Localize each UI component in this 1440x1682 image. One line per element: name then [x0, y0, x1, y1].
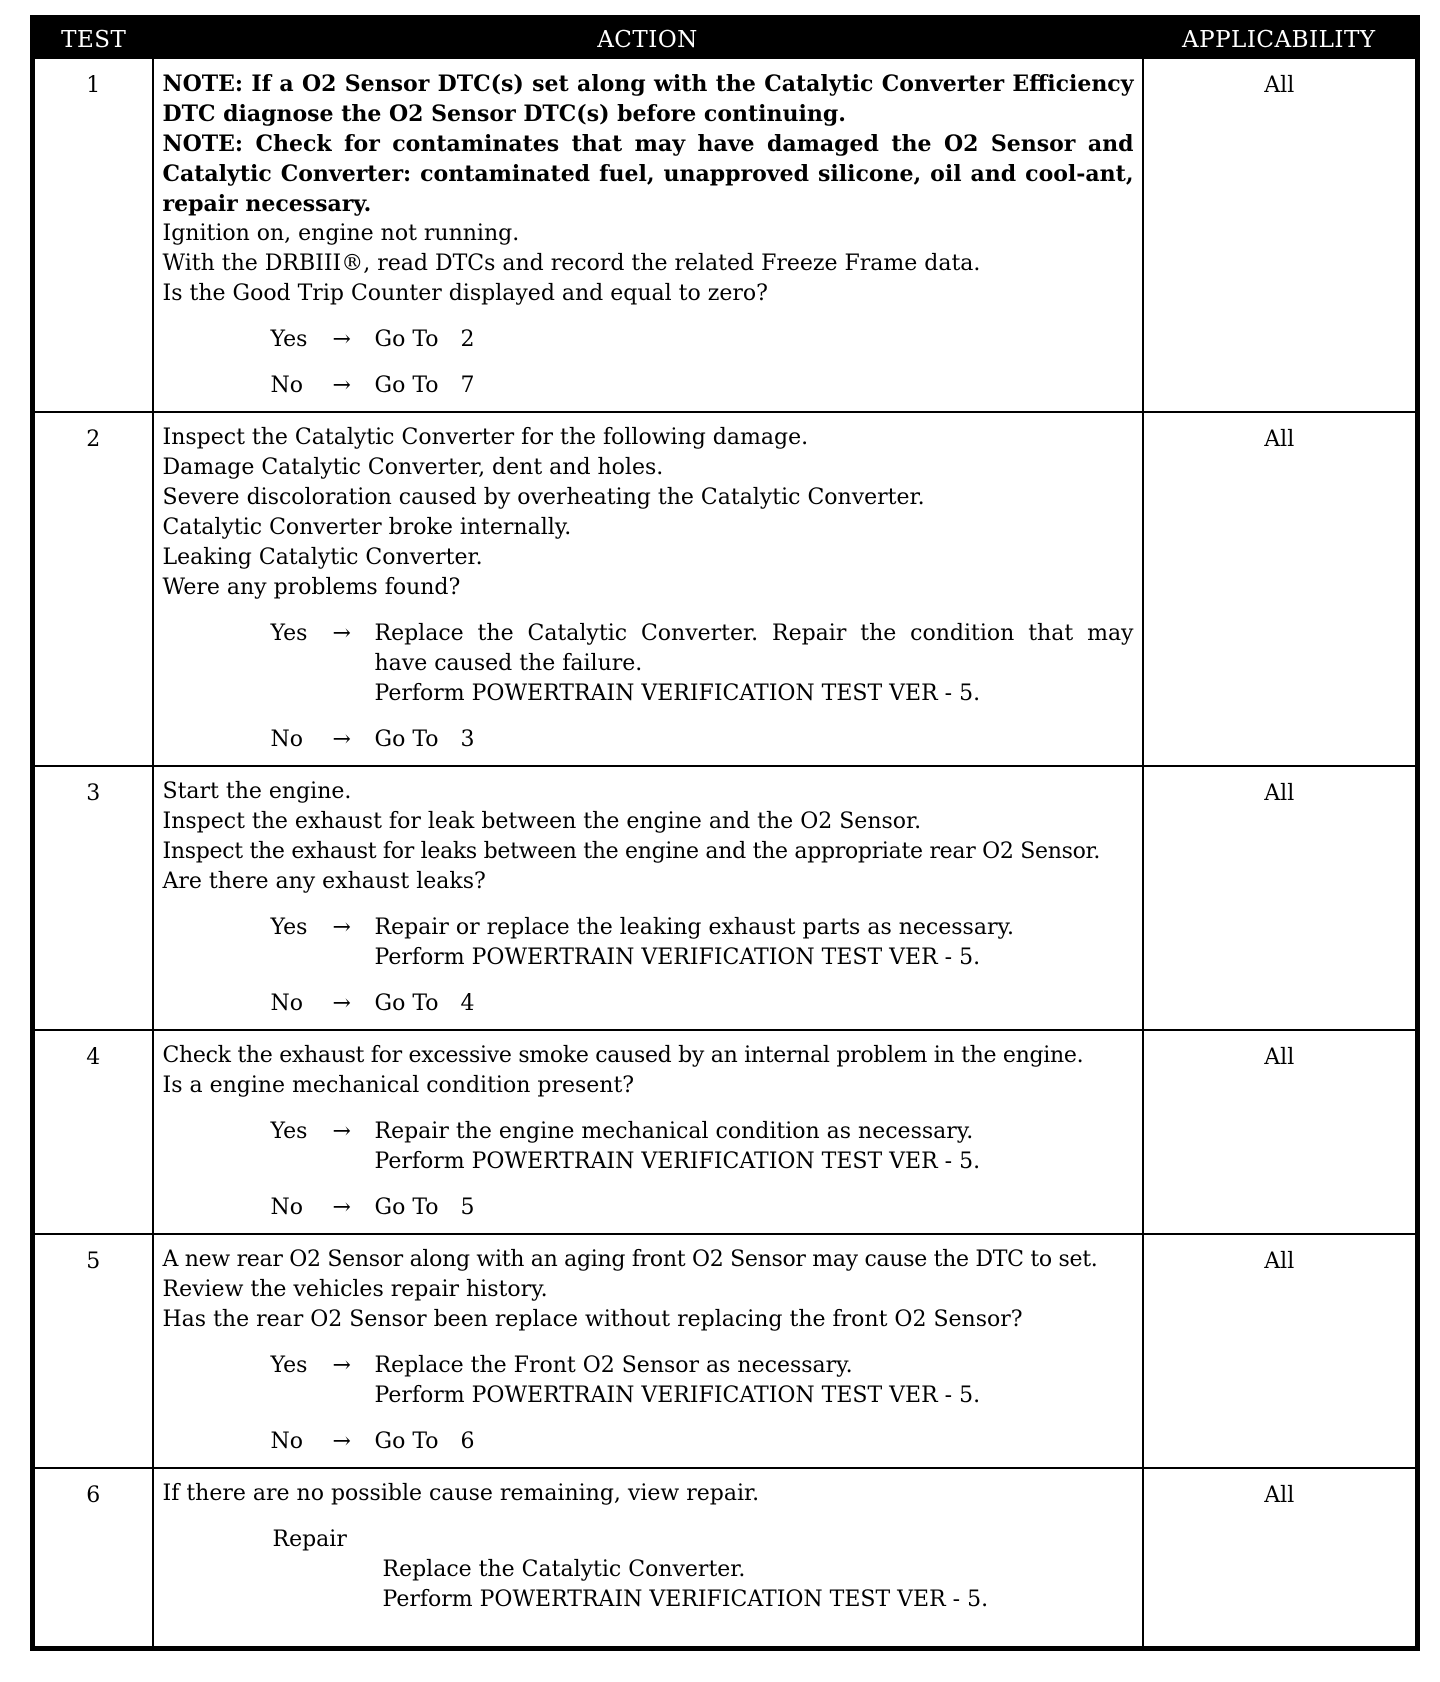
- arrow-icon: →: [332, 1353, 351, 1378]
- goto-number: 6: [460, 1429, 475, 1454]
- table-row: [33, 412, 1418, 766]
- goto-step: [375, 1427, 1134, 1457]
- no-label: No: [270, 373, 303, 398]
- outcomes: [163, 325, 1134, 401]
- goto-number: 2: [460, 327, 475, 352]
- yes-outcome: [163, 1117, 1134, 1177]
- table-row: [33, 1234, 1418, 1468]
- arrow-icon: →: [332, 373, 351, 398]
- yes-action: [375, 913, 1134, 973]
- action-question: Is the Good Trip Counter displayed and equal to zero?: [162, 281, 768, 306]
- action-question: Were any problems found?: [162, 575, 461, 600]
- arrow-icon: →: [332, 1195, 351, 1220]
- yes-outcome: [163, 619, 1134, 709]
- table-row: [33, 1030, 1418, 1234]
- arrow-icon: →: [332, 727, 351, 752]
- goto-label: Go To: [374, 1429, 439, 1454]
- test-number: 4: [33, 1030, 153, 1234]
- table-row: [33, 59, 1418, 412]
- action-line: Damage Catalytic Converter, dent and holes.: [162, 455, 664, 480]
- yes-outcome: [163, 913, 1134, 973]
- goto-step: [375, 1193, 1134, 1223]
- yes-label: Yes: [270, 621, 308, 646]
- note-o2-dtc: NOTE: If a O2 Sensor DTC(s) set along with the Catalytic Converter Efficiency DTC diagnose the O2 Sensor DTC(s) before continuing.: [162, 71, 1134, 127]
- goto-label: Go To: [374, 991, 439, 1016]
- yes-label: Yes: [270, 327, 308, 352]
- diagnostic-test-table: [30, 15, 1420, 1651]
- action-cell: [153, 766, 1143, 1030]
- action-question: Are there any exhaust leaks?: [162, 869, 486, 894]
- action-cell: [153, 1468, 1143, 1648]
- action-line: Inspect the exhaust for leaks between the engine and the appropriate rear O2 Sensor.: [162, 839, 1101, 864]
- action-line: Review the vehicles repair history.: [162, 1277, 548, 1302]
- header-action: ACTION: [153, 18, 1143, 60]
- goto-number: 3: [460, 727, 475, 752]
- header-applicability: APPLICABILITY: [1143, 18, 1418, 60]
- action-line: Catalytic Converter broke internally.: [162, 515, 572, 540]
- outcomes: [163, 1351, 1134, 1457]
- yes-label: Yes: [270, 915, 308, 940]
- no-label: No: [270, 727, 303, 752]
- goto-step: [375, 325, 1134, 355]
- arrow-icon: →: [332, 915, 351, 940]
- applicability-value: All: [1143, 59, 1418, 412]
- yes-action: [375, 619, 1134, 709]
- applicability-value: All: [1143, 766, 1418, 1030]
- arrow-icon: →: [332, 327, 351, 352]
- no-label: No: [270, 1429, 303, 1454]
- test-number: 5: [33, 1234, 153, 1468]
- verification-test: Perform POWERTRAIN VERIFICATION TEST VER - 5.: [382, 1587, 989, 1612]
- arrow-icon: →: [332, 991, 351, 1016]
- test-number: 6: [33, 1468, 153, 1648]
- yes-action-text: Repair the engine mechanical condition as necessary.: [374, 1119, 974, 1144]
- goto-number: 7: [460, 373, 475, 398]
- goto-step: [375, 371, 1134, 401]
- outcomes: [163, 619, 1134, 755]
- action-line: Ignition on, engine not running.: [162, 221, 520, 246]
- applicability-value: All: [1143, 412, 1418, 766]
- no-outcome: [163, 1193, 1134, 1223]
- no-outcome: [163, 1427, 1134, 1457]
- action-line: Severe discoloration caused by overheating the Catalytic Converter.: [162, 485, 925, 510]
- yes-action: [375, 1117, 1134, 1177]
- verification-test: Perform POWERTRAIN VERIFICATION TEST VER - 5.: [374, 1383, 981, 1408]
- action-question: Has the rear O2 Sensor been replace without replacing the front O2 Sensor?: [162, 1307, 1023, 1332]
- arrow-icon: →: [332, 1119, 351, 1144]
- note-contaminates: NOTE: Check for contaminates that may have damaged the O2 Sensor and Catalytic Converter: contaminated fuel, unapproved silicone, oil and cool-ant, repair necessary.: [162, 131, 1134, 217]
- action-cell: [153, 59, 1143, 412]
- goto-label: Go To: [374, 1195, 439, 1220]
- goto-step: [375, 989, 1134, 1019]
- arrow-icon: →: [332, 621, 351, 646]
- action-line: Inspect the exhaust for leak between the engine and the O2 Sensor.: [162, 809, 922, 834]
- table-row: [33, 766, 1418, 1030]
- action-cell: [153, 1030, 1143, 1234]
- header-test: TEST: [33, 18, 153, 60]
- no-outcome: [163, 989, 1134, 1019]
- applicability-value: All: [1143, 1030, 1418, 1234]
- yes-action: [375, 1351, 1134, 1411]
- test-number: 1: [33, 59, 153, 412]
- goto-number: 5: [460, 1195, 475, 1220]
- verification-test: Perform POWERTRAIN VERIFICATION TEST VER - 5.: [374, 1149, 981, 1174]
- test-number: 3: [33, 766, 153, 1030]
- action-cell: [153, 1234, 1143, 1468]
- outcomes: [163, 913, 1134, 1019]
- verification-test: Perform POWERTRAIN VERIFICATION TEST VER - 5.: [374, 945, 981, 970]
- verification-test: Perform POWERTRAIN VERIFICATION TEST VER - 5.: [374, 681, 981, 706]
- goto-label: Go To: [374, 327, 439, 352]
- yes-outcome: [163, 325, 1134, 355]
- goto-step: [375, 725, 1134, 755]
- arrow-icon: →: [332, 1429, 351, 1454]
- applicability-value: All: [1264, 1483, 1295, 1508]
- yes-outcome: [163, 1351, 1134, 1411]
- applicability-value: All: [1143, 1234, 1418, 1468]
- repair-label: Repair: [272, 1527, 347, 1552]
- table-header-row: [33, 18, 1418, 60]
- yes-action-text: Repair or replace the leaking exhaust parts as necessary.: [374, 915, 1014, 940]
- no-label: No: [270, 991, 303, 1016]
- goto-label: Go To: [374, 373, 439, 398]
- goto-label: Go To: [374, 727, 439, 752]
- goto-number: 4: [460, 991, 475, 1016]
- action-line: With the DRBIII®, read DTCs and record the related Freeze Frame data.: [162, 251, 981, 276]
- no-outcome: [163, 725, 1134, 755]
- action-line: Inspect the Catalytic Converter for the following damage.: [162, 425, 809, 450]
- action-cell: [153, 412, 1143, 766]
- table-row: [33, 1468, 1418, 1648]
- test-number: 2: [33, 412, 153, 766]
- repair-action-text: Replace the Catalytic Converter.: [382, 1557, 746, 1582]
- yes-label: Yes: [270, 1119, 308, 1144]
- no-outcome: [163, 371, 1134, 401]
- action-question: Is a engine mechanical condition present?: [162, 1073, 635, 1098]
- yes-action-text: Replace the Front O2 Sensor as necessary.: [374, 1353, 853, 1378]
- action-line: Start the engine.: [162, 779, 352, 804]
- yes-label: Yes: [270, 1353, 308, 1378]
- yes-action-text: Replace the Catalytic Converter. Repair the condition that may have caused the failure.: [374, 621, 1134, 676]
- action-line: If there are no possible cause remaining, view repair.: [162, 1481, 760, 1506]
- action-line: A new rear O2 Sensor along with an aging front O2 Sensor may cause the DTC to set.: [162, 1247, 1098, 1272]
- outcomes: [163, 1117, 1134, 1223]
- action-line: Check the exhaust for excessive smoke caused by an internal problem in the engine.: [162, 1043, 1084, 1068]
- action-line: Leaking Catalytic Converter.: [162, 545, 483, 570]
- no-label: No: [270, 1195, 303, 1220]
